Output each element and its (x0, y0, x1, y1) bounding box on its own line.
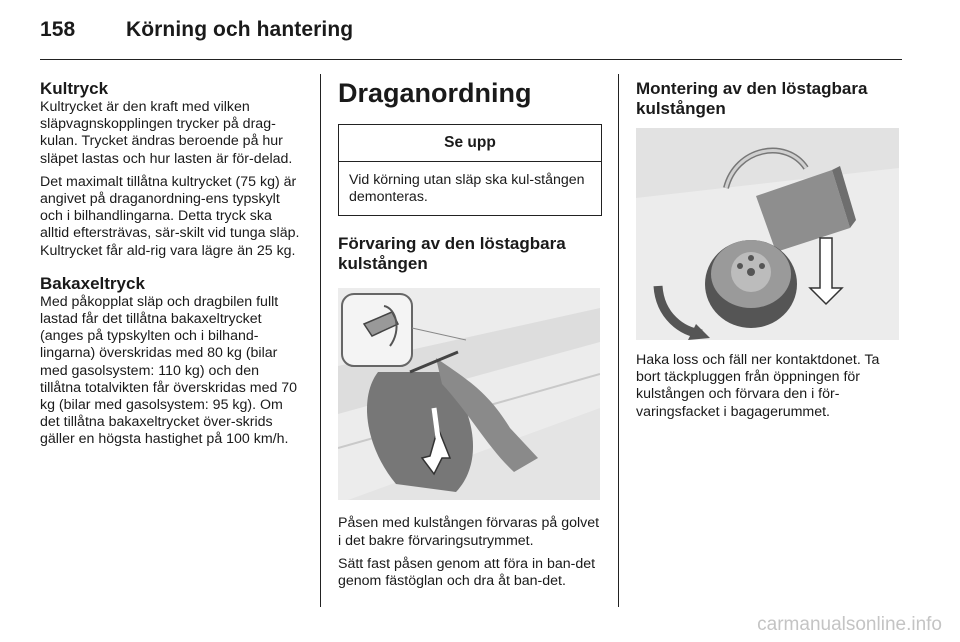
montering-heading: Montering av den löstagbara kulstången (636, 79, 868, 118)
section-title: Körning och hantering (125, 18, 354, 41)
watermark: carmanualsonline.info (757, 614, 942, 635)
bakaxeltryck-heading: Bakaxeltryck (40, 273, 145, 293)
kultryck-paragraph-1: Kultrycket är den kraft med vilken släpvagnskopplingen trycker på drag-kulan. Trycket ändras beroende på hur släpet lastas och hur lasten är för-delad. (40, 99, 293, 167)
storage-paragraph-1: Påsen med kulstången förvaras på golvet i det bakre förvaringsutrymmet. (338, 515, 600, 549)
draganordning-heading: Draganordning (338, 78, 532, 108)
column-right (636, 79, 902, 427)
caution-text: Vid körning utan släp ska kul-stången demonteras. (349, 172, 585, 206)
storage-paragraph-2: Sätt fast påsen genom att föra in ban-det genom fästöglan och dra åt ban-det. (338, 555, 596, 590)
page-header (40, 18, 353, 42)
header-rule (40, 59, 902, 60)
column-divider-1 (320, 74, 321, 607)
page-number: 158 (40, 18, 76, 41)
kultryck-paragraph-2: Det maximalt tillåtna kultrycket (75 kg) är angivet på draganordning-ens typskylt och i bilhandlingarna. Detta tryck ska alltid eftersträvas, sär-skilt vid tunga släp. Kultrycket får ald-rig vara lägre än 25 kg. (40, 173, 300, 259)
caution-title: Se upp (339, 125, 601, 162)
montering-paragraph: Haka loss och fäll ner kontaktdonet. Ta bort täckpluggen från öppningen för kulstången och förvara den i för-varingsfacket i bagagerummet. (636, 352, 880, 420)
column-middle (338, 79, 602, 596)
kultryck-heading: Kultryck (40, 79, 109, 98)
caution-box (338, 124, 602, 216)
connector-illustration (636, 128, 899, 340)
column-left (40, 79, 302, 455)
storage-bag-illustration (338, 288, 600, 500)
forvaring-heading: Förvaring av den löstagbara kulstången (338, 234, 566, 274)
bakaxeltryck-paragraph: Med påkopplat släp och dragbilen fullt lastad får det tillåtna bakaxeltrycket (anges på typskylten och i bilhand-lingarna) överskridas med 80 kg (bilar med gasolsystem: 110 kg) och den tillåtna totalvikten får överskridas med 70 kg (bilar med gasolsystem: 95 kg). Om det tillåtna bakaxeltrycket över-skrids gäller en högsta hastighet på 100 km/h. (40, 293, 298, 448)
column-divider-2 (618, 74, 619, 607)
